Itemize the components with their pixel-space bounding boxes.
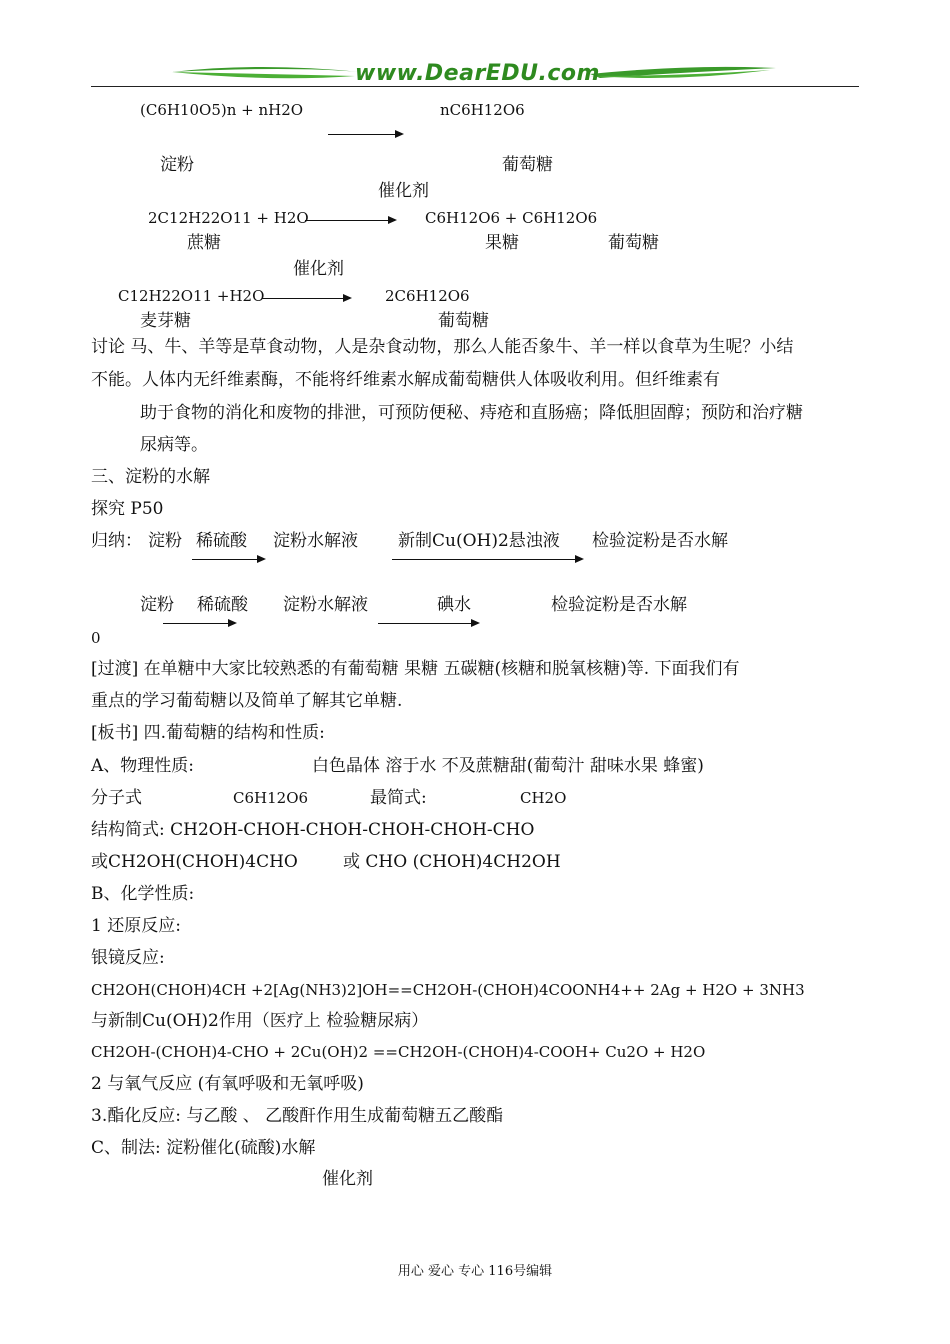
chemical-label: B、化学性质: bbox=[91, 884, 195, 904]
reduction-label: 1 还原反应: bbox=[91, 916, 181, 936]
eq1-arrow bbox=[328, 134, 402, 135]
summary-row1-result: 检验淀粉是否水解 bbox=[592, 531, 728, 551]
summary-row1-arrow-2 bbox=[392, 559, 582, 560]
header-rule bbox=[91, 86, 859, 87]
eq1-left: (C6H10O5)n + nH2O bbox=[140, 101, 304, 119]
esterification: 3.酯化反应: 与乙酸 、 乙酸酐作用生成葡萄糖五乙酸酯 bbox=[91, 1106, 504, 1126]
eq3-catalyst: 催化剂 bbox=[293, 259, 344, 279]
eq2-left: 2C12H22O11 + H2O bbox=[148, 209, 309, 227]
summary-row2-reagent: 碘水 bbox=[437, 595, 471, 615]
logo-text: www.DearEDU.com bbox=[355, 61, 600, 86]
eq2-left-name: 蔗糖 bbox=[187, 233, 221, 253]
eq2-right-name-2: 葡萄糖 bbox=[608, 233, 659, 253]
structure-line-1: 结构简式: CH2OH-CHOH-CHOH-CHOH-CHOH-CHO bbox=[91, 820, 535, 840]
section-3-title: 三、淀粉的水解 bbox=[91, 467, 210, 487]
formula-label: 分子式 bbox=[91, 788, 142, 808]
summary-row2-arrow-2 bbox=[378, 623, 478, 624]
discussion-line-1: 讨论 马、牛、羊等是草食动物，人是杂食动物，那么人能否象牛、羊一样以食草为生呢？小结 bbox=[91, 337, 794, 357]
summary-prefix: 归纳： bbox=[91, 531, 142, 551]
eq3-right: 2C6H12O6 bbox=[385, 287, 470, 305]
summary-row2-result: 检验淀粉是否水解 bbox=[551, 595, 687, 615]
eq3-arrow bbox=[262, 298, 350, 299]
discussion-line-2: 不能。人体内无纤维素酶，不能将纤维素水解成葡萄糖供人体吸收利用。但纤维素有 bbox=[91, 370, 720, 390]
eq1-right-name: 葡萄糖 bbox=[502, 155, 553, 175]
structure-line-2a: 或CH2OH(CHOH)4CHO bbox=[91, 852, 298, 872]
eq2-arrow bbox=[305, 220, 395, 221]
physical-value: 白色晶体 溶于水 不及蔗糖甜(葡萄汁 甜味水果 蜂蜜) bbox=[312, 756, 704, 776]
physical-label: A、物理性质: bbox=[91, 756, 195, 776]
eq2-right-name-1: 果糖 bbox=[485, 233, 519, 253]
footer: 用心 爱心 专心 116号编辑 bbox=[397, 1264, 553, 1279]
summary-row1-hydrolysate: 淀粉水解液 bbox=[273, 531, 358, 551]
eq3-left-name: 麦芽糖 bbox=[140, 311, 191, 331]
summary-row1-arrow-1 bbox=[192, 559, 264, 560]
copper-hydroxide-label: 与新制Cu(OH)2作用（医疗上 检验糖尿病） bbox=[91, 1011, 429, 1031]
eq3-right-name: 葡萄糖 bbox=[438, 311, 489, 331]
structure-line-2b: 或 CHO (CHOH)4CH2OH bbox=[343, 852, 561, 872]
summary-zero: 0 bbox=[91, 629, 101, 647]
transition-line-2: 重点的学习葡萄糖以及简单了解其它单糖. bbox=[91, 691, 403, 711]
summary-row2-hydrolysate: 淀粉水解液 bbox=[283, 595, 368, 615]
summary-row1-acid: 稀硫酸 bbox=[196, 531, 247, 551]
eq1-left-name: 淀粉 bbox=[160, 155, 194, 175]
oxygen-reaction: 2 与氧气反应 (有氧呼吸和无氧呼吸) bbox=[91, 1074, 364, 1094]
summary-row1-starch: 淀粉 bbox=[148, 531, 182, 551]
discussion-line-3: 助于食物的消化和废物的排泄，可预防便秘、痔疮和直肠癌；降低胆固醇；预防和治疗糖 bbox=[140, 403, 803, 423]
summary-row2-acid: 稀硫酸 bbox=[197, 595, 248, 615]
summary-row2-starch: 淀粉 bbox=[140, 595, 174, 615]
eq2-catalyst: 催化剂 bbox=[378, 181, 429, 201]
discussion-line-4: 尿病等。 bbox=[140, 435, 208, 455]
summary-row2-arrow-1 bbox=[163, 623, 235, 624]
simplest-label: 最简式: bbox=[370, 788, 427, 808]
summary-row1-reagent: 新制Cu(OH)2悬浊液 bbox=[398, 531, 560, 551]
eq2-right: C6H12O6 + C6H12O6 bbox=[425, 209, 598, 227]
silver-mirror-equation: CH2OH(CHOH)4CH +2[Ag(NH3)2]OH==CH2OH-(CHOH)4COONH4++ 2Ag + H2O + 3NH3 bbox=[91, 981, 805, 999]
eq3-left: C12H22O11 +H2O bbox=[118, 287, 265, 305]
preparation-label: C、制法: 淀粉催化(硫酸)水解 bbox=[91, 1138, 316, 1158]
transition-line-1: [过渡] 在单糖中大家比较熟悉的有葡萄糖 果糖 五碳糖(核糖和脱氧核糖)等. 下面我们有 bbox=[91, 659, 740, 679]
simplest-value: CH2O bbox=[520, 789, 567, 807]
eq1-right: nC6H12O6 bbox=[440, 101, 525, 119]
formula-value: C6H12O6 bbox=[233, 789, 309, 807]
silver-mirror-label: 银镜反应: bbox=[91, 948, 165, 968]
board-note: [板书] 四.葡萄糖的结构和性质: bbox=[91, 723, 325, 743]
section-3-explore: 探究 P50 bbox=[91, 499, 164, 519]
preparation-catalyst: 催化剂 bbox=[322, 1169, 373, 1189]
copper-hydroxide-equation: CH2OH-(CHOH)4-CHO + 2Cu(OH)2 ==CH2OH-(CHOH)4-COOH+ Cu2O + H2O bbox=[91, 1043, 706, 1061]
